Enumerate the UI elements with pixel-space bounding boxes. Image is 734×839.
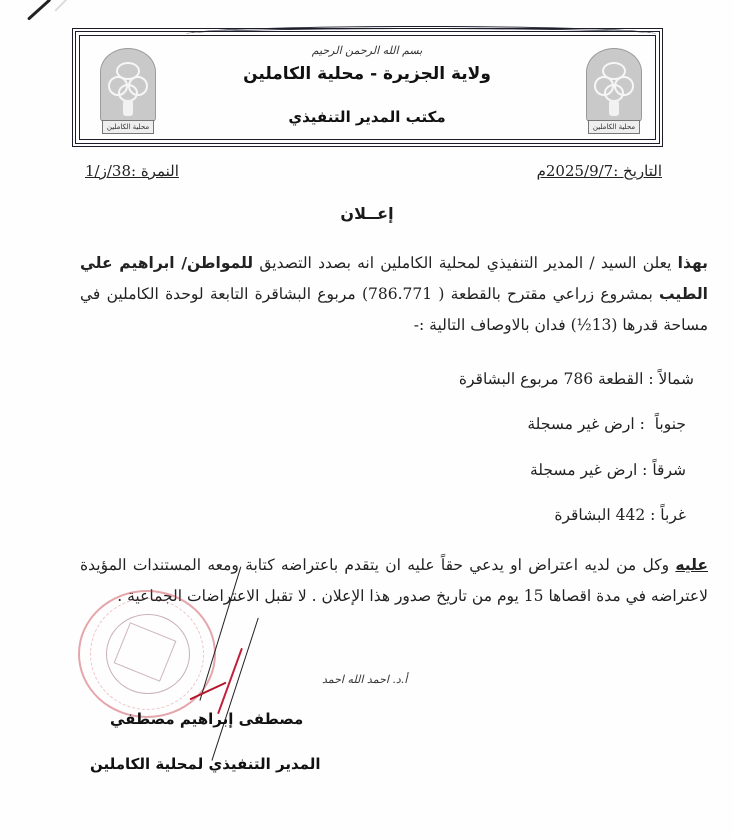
boundary-description: 442 البشاقرة — [554, 506, 646, 524]
document-title: إعــلان — [340, 204, 394, 223]
announcement-paragraph — [80, 248, 708, 341]
approver-note: أ.د. احمد الله احمد — [322, 673, 408, 686]
boundary-direction: جنوباً — [654, 415, 686, 433]
emblem-label: محلية الكاملين — [102, 120, 154, 134]
signer-title: المدير التنفيذي لمحلية الكاملين — [90, 755, 321, 773]
boundary-direction: غرباً — [660, 506, 686, 524]
basmala: بسم الله الرحمن الرحيم — [311, 44, 423, 57]
lead-word: عليه — [675, 556, 708, 574]
boundary-direction: شمالاً — [658, 370, 694, 388]
boundary-east: شرقاً : ارض غير مسجلة — [529, 461, 686, 479]
signer-name: مصطفى إبراهيم مصطفي — [110, 710, 304, 728]
citizen-name: ابراهيم علي الطيب — [80, 254, 708, 303]
paper-smudge — [55, 0, 72, 11]
date-value: 2025/9/7م — [536, 162, 614, 180]
number-label: النمرة : — [131, 162, 179, 180]
number-value: 38/ز/1 — [85, 162, 131, 180]
boundary-direction: شرقاً — [652, 461, 686, 479]
boundary-west: غرباً : 442 البشاقرة — [554, 506, 686, 524]
paragraph-text: وكل من لديه اعتراض او يدعي حقاً عليه ان يتقدم باعتراضه كتابة ومعه المستندات المؤيدة لاعتراضه في مدة اقصاها 15 يوم من تاريخ صدور هذا الإعلان . لا تقبل الاعتراضات الجماعية . — [80, 556, 708, 605]
letterhead-title: ولاية الجزيرة - محلية الكاملين — [243, 64, 491, 84]
boundary-description: القطعة 786 مربوع البشاقرة — [458, 370, 644, 388]
boundary-south: جنوباً : ارض غير مسجلة — [527, 415, 686, 433]
citizen-label: للمواطن/ — [174, 254, 254, 272]
boundary-description: ارض غير مسجلة — [527, 415, 635, 433]
emblem-label: محلية الكاملين — [588, 120, 640, 134]
boundary-description: ارض غير مسجلة — [529, 461, 638, 479]
date-label: التاريخ : — [613, 162, 662, 180]
pen-mark — [27, 0, 51, 21]
lead-word: بهذا — [677, 254, 708, 272]
letterhead-subtitle: مكتب المدير التنفيذي — [288, 108, 446, 126]
official-stamp — [78, 590, 216, 718]
reference-number — [85, 162, 179, 180]
boundary-north: شمالاً : القطعة 786 مربوع البشاقرة — [458, 370, 694, 388]
document-date — [537, 162, 662, 180]
letterhead-ornament — [186, 26, 656, 34]
paragraph-text: بمشروع زراعي مقترح بالقطعة ( 786.771) مربوع البشاقرة التابعة لوحدة الكاملين في مساحة قدرها (13½) فدان بالاوصاف التالية :- — [80, 285, 708, 334]
paragraph-text: يعلن السيد / المدير التنفيذي لمحلية الكاملين انه بصدد التصديق — [253, 254, 678, 272]
